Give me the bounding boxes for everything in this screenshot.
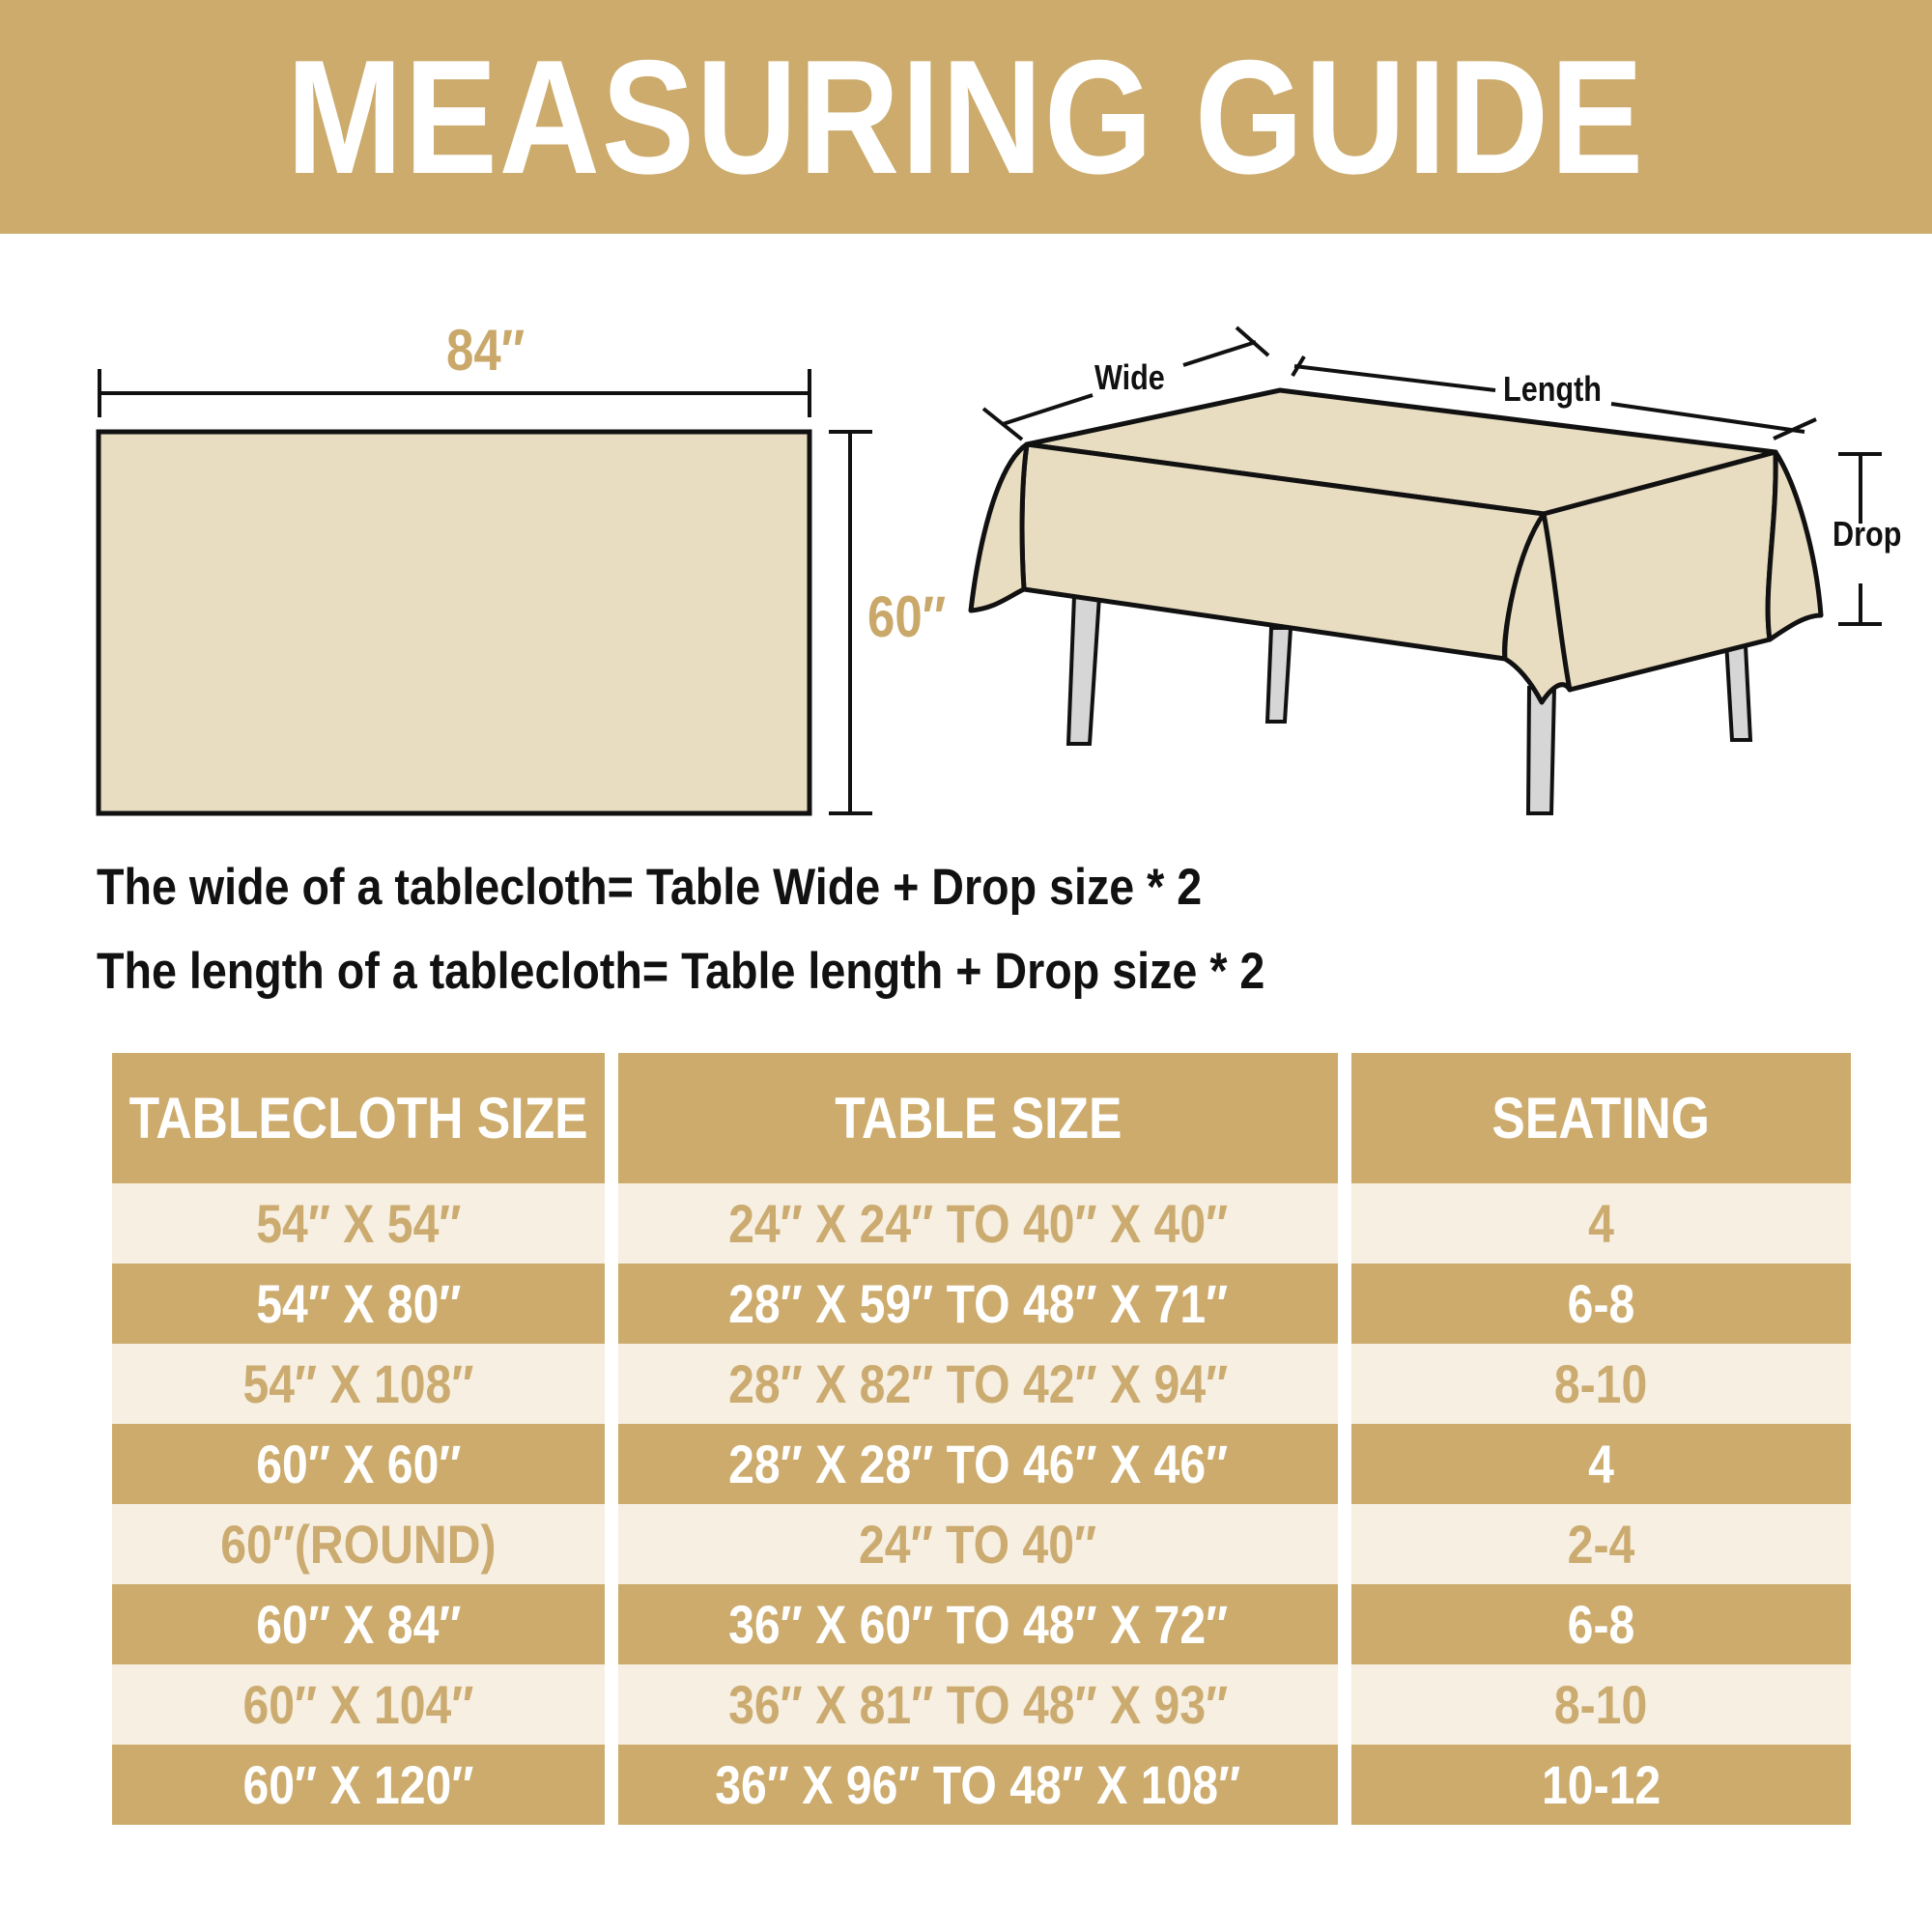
table-size-cell: 36″ X 81″ TO 48″ X 93″ bbox=[618, 1664, 1338, 1745]
tablecloth-size-cell: 60″ X 84″ bbox=[112, 1584, 605, 1664]
table-size-cell: 36″ X 96″ TO 48″ X 108″ bbox=[618, 1745, 1338, 1825]
table-row bbox=[112, 1504, 1851, 1584]
length-label: Length bbox=[1503, 369, 1602, 409]
height-measure-label: 60″ bbox=[867, 584, 947, 649]
covered-table-illustration bbox=[0, 234, 1932, 852]
table-size-cell: 28″ X 59″ TO 48″ X 71″ bbox=[618, 1264, 1338, 1344]
title-banner bbox=[0, 0, 1932, 234]
header-tablecloth-size: TABLECLOTH SIZE bbox=[112, 1053, 605, 1183]
table-header-row bbox=[112, 1053, 1851, 1183]
table-row bbox=[112, 1183, 1851, 1264]
table-size-cell: 36″ X 60″ TO 48″ X 72″ bbox=[618, 1584, 1338, 1664]
table-row bbox=[112, 1424, 1851, 1504]
tablecloth-size-cell: 54″ X 108″ bbox=[112, 1344, 605, 1424]
tablecloth-size-cell: 54″ X 80″ bbox=[112, 1264, 605, 1344]
table-row bbox=[112, 1745, 1851, 1825]
table-size-cell: 28″ X 82″ TO 42″ X 94″ bbox=[618, 1344, 1338, 1424]
size-table bbox=[112, 1053, 1851, 1825]
seating-cell: 10-12 bbox=[1351, 1745, 1851, 1825]
table-size-cell: 24″ X 24″ TO 40″ X 40″ bbox=[618, 1183, 1338, 1264]
seating-cell: 4 bbox=[1351, 1183, 1851, 1264]
table-size-cell: 24″ TO 40″ bbox=[618, 1504, 1338, 1584]
seating-cell: 8-10 bbox=[1351, 1344, 1851, 1424]
tablecloth-size-cell: 54″ X 54″ bbox=[112, 1183, 605, 1264]
formula-wide: The wide of a tablecloth= Table Wide + Drop size * 2 bbox=[97, 859, 1203, 916]
tablecloth-size-cell: 60″ X 120″ bbox=[112, 1745, 605, 1825]
tablecloth-shape bbox=[971, 390, 1821, 702]
wide-label: Wide bbox=[1094, 357, 1165, 397]
seating-cell: 8-10 bbox=[1351, 1664, 1851, 1745]
table-row bbox=[112, 1264, 1851, 1344]
drop-label: Drop bbox=[1833, 514, 1902, 554]
table-row bbox=[112, 1344, 1851, 1424]
seating-cell: 6-8 bbox=[1351, 1264, 1851, 1344]
diagrams-area bbox=[0, 234, 1932, 852]
table-row bbox=[112, 1664, 1851, 1745]
page-title: MEASURING GUIDE bbox=[286, 25, 1646, 208]
seating-cell: 6-8 bbox=[1351, 1584, 1851, 1664]
tablecloth-size-cell: 60″(ROUND) bbox=[112, 1504, 605, 1584]
table-size-cell: 28″ X 28″ TO 46″ X 46″ bbox=[618, 1424, 1338, 1504]
header-seating: SEATING bbox=[1351, 1053, 1851, 1183]
seating-cell: 4 bbox=[1351, 1424, 1851, 1504]
tablecloth-size-cell: 60″ X 60″ bbox=[112, 1424, 605, 1504]
formula-length: The length of a tablecloth= Table length + Drop size * 2 bbox=[97, 943, 1265, 1000]
header-table-size: TABLE SIZE bbox=[618, 1053, 1338, 1183]
tablecloth-size-cell: 60″ X 104″ bbox=[112, 1664, 605, 1745]
seating-cell: 2-4 bbox=[1351, 1504, 1851, 1584]
table-row bbox=[112, 1584, 1851, 1664]
width-measure-label: 84″ bbox=[446, 318, 526, 383]
